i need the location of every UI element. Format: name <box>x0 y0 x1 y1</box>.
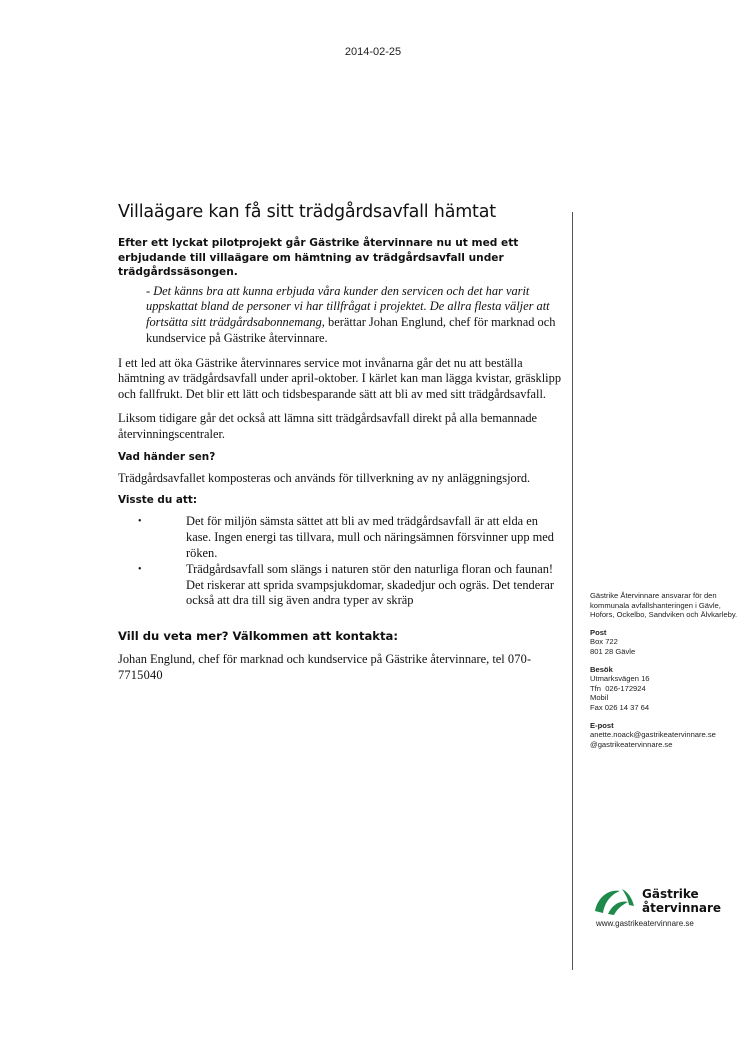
quote-text: - Det känns bra att kunna erbjuda våra kunder den servicen och det har varit uppskattat bland de personer vi har tillfrågat i projektet. De allra flesta väljer att fortsätta sitt trädgårdsabonnemang, <box>146 283 550 330</box>
press-release-body <box>118 202 564 684</box>
post-label: Post <box>590 627 607 637</box>
section1-text: Trädgårdsavfallet komposteras och används för tillverkning av ny anläggningsjord. <box>118 470 531 485</box>
post-address: Post Box 722 801 28 Gävle <box>590 628 740 657</box>
quote-attribution: berättar Johan Englund, chef för marknad och kundservice på Gästrike återvinnare. <box>146 315 556 345</box>
bullet-icon: • <box>138 563 142 575</box>
email-domain: @gastrikeatervinnare.se <box>590 739 673 749</box>
document-date: 2014-02-25 <box>344 46 402 58</box>
visit-address: Besök Utmarksvägen 16 Tfn 026-172924 Mobil Fax 026 14 37 64 <box>590 665 740 713</box>
headline: Villaägare kan få sitt trädgårdsavfall hämtat <box>118 202 496 222</box>
list-item: • Det för miljön sämsta sättet att bli av med trädgårdsavfall är att elda en kase. Ingen energi tas tillvara, mull och näringsämnen försvinner upp med röken. <box>138 514 554 561</box>
sidebar-info <box>590 591 740 757</box>
sidebar-intro: Gästrike Återvinnare ansvarar för den kommunala avfallshanteringen i Gävle, Hofors, Ockelbo, Sandviken och Älvkarleby. <box>590 591 738 620</box>
subheading-what-happens: Vad händer sen? <box>118 450 216 463</box>
quote-block <box>146 284 564 347</box>
body-paragraph: Liksom tidigare går det också att lämna sitt trädgårdsavfall direkt på alla bemannade återvinningscentraler. <box>118 411 538 441</box>
bullet-icon: • <box>138 516 142 528</box>
logo-text-line1: Gästrike <box>642 887 699 901</box>
facts-list <box>118 514 564 609</box>
gastrike-logo <box>590 884 740 932</box>
contact-heading: Vill du veta mer? Välkommen att kontakta: <box>118 629 399 644</box>
logo-url[interactable]: www.gastrikeatervinnare.se <box>596 919 694 928</box>
logo-text-line2: återvinnare <box>642 901 722 915</box>
body-paragraph: I ett led att öka Gästrike återvinnares service mot invånarna går det nu att beställa hämtning av trädgårdsavfall under april-oktober. I kärlet kan man lägga kvistar, gräsklipp och fallfrukt. Det blir ett lätt och tidsbesparande sätt att bli av med sitt trädgårdsavfall. <box>118 355 562 402</box>
list-item: • Trädgårdsavfall som slängs i naturen stör den naturliga floran och faunan! Det riskerar att sprida svampsjukdomar, skadedjur och ogräs. Det tenderar också att dra till sig även andra typer av skräp <box>138 561 555 608</box>
email-link[interactable]: anette.noack@gastrikeatervinnare.se <box>590 730 716 740</box>
email-label: E-post <box>590 720 614 730</box>
email-block <box>590 721 740 750</box>
contact-phone: 070-7715040 <box>118 652 532 683</box>
visit-label: Besök <box>590 664 613 674</box>
recycle-leaf-icon <box>592 884 638 918</box>
subheading-did-you-know: Visste du att: <box>118 494 197 507</box>
contact-text: Johan Englund, chef för marknad och kundservice på Gästrike återvinnare, tel 070-7715040 <box>118 652 532 683</box>
vertical-divider <box>572 212 573 970</box>
lead-paragraph: Efter ett lyckat pilotprojekt går Gästrike återvinnare nu ut med ett erbjudande till villaägare om hämtning av trädgårdsavfall under trädgårdssäsongen. <box>118 237 519 278</box>
